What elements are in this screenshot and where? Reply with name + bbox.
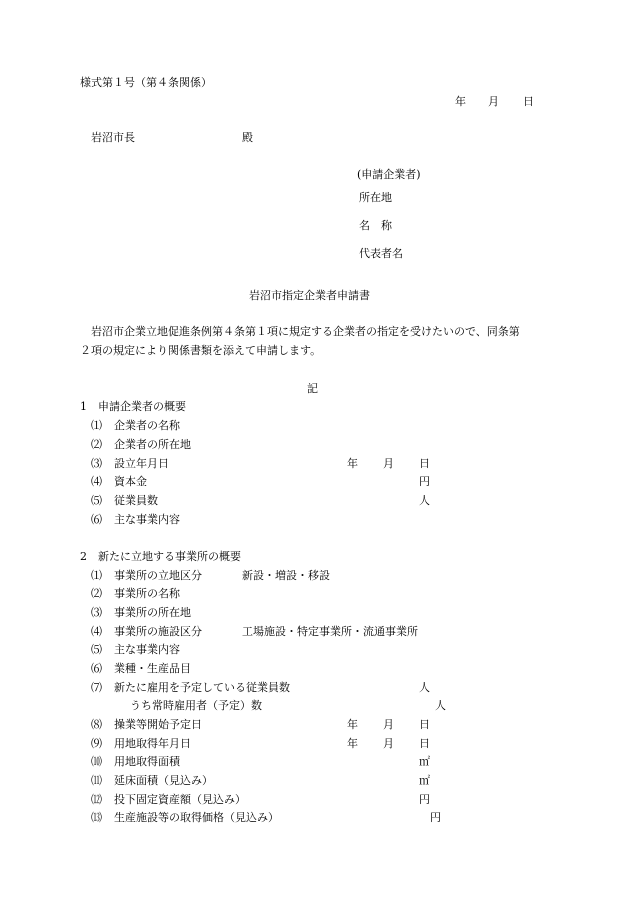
day-label: 日: [419, 457, 430, 470]
unit-label: ㎡: [419, 755, 430, 768]
month-label: 月: [383, 737, 394, 750]
section2-item-no: ⑴: [91, 569, 102, 582]
section2-item-label: 用地取得面積: [114, 755, 180, 768]
ki-mark: 記: [307, 382, 318, 395]
section2-item-options: 工場施設・特定事業所・流通事業所: [242, 625, 418, 638]
section1-item-label: 資本金: [114, 475, 147, 488]
section2-item-no: ⑵: [91, 587, 102, 600]
unit-label: 人: [435, 699, 446, 712]
unit-label: 人: [419, 494, 430, 507]
section1-item-no: ⑹: [91, 513, 102, 526]
day-label: 日: [419, 718, 430, 731]
year-label: 年: [347, 737, 358, 750]
date-year-label: 年: [455, 95, 466, 108]
section1-item-no: ⑶: [91, 457, 102, 470]
section1-item-label: 従業員数: [114, 494, 158, 507]
applicant-name-label: 名 称: [359, 219, 392, 232]
section2-item-label: 用地取得年月日: [114, 737, 191, 750]
unit-label: 人: [419, 681, 430, 694]
addressee-name: 岩沼市長: [91, 131, 135, 144]
addressee-honorific: 殿: [242, 131, 253, 144]
applicant-representative-label: 代表者名: [359, 247, 403, 260]
date-day-label: 日: [523, 95, 534, 108]
section2-item-options: 新設・増設・移設: [242, 569, 330, 582]
year-label: 年: [347, 457, 358, 470]
month-label: 月: [383, 718, 394, 731]
body-line-1: 岩沼市企業立地促進条例第４条第１項に規定する企業者の指定を受けたいので、同条第: [91, 325, 520, 338]
section2-item-label: 事業所の所在地: [114, 606, 191, 619]
section1-item-label: 主な事業内容: [114, 513, 180, 526]
section2-item-label: 主な事業内容: [114, 643, 180, 656]
unit-label: 円: [419, 475, 430, 488]
section2-item-no: ⑻: [91, 718, 102, 731]
section2-item-no: ⑹: [91, 662, 102, 675]
section1-heading: 1 申請企業者の概要: [80, 400, 186, 413]
unit-label: 円: [430, 811, 441, 824]
section2-subitem-label: うち常時雇用者（予定）数: [130, 699, 262, 712]
section2-item-no: ⑸: [91, 643, 102, 656]
unit-label: ㎡: [419, 774, 430, 787]
section2-item-no: ⑾: [91, 774, 102, 787]
section2-item-label: 投下固定資産額（見込み）: [114, 793, 246, 806]
section2-item-label: 延床面積（見込み）: [114, 774, 213, 787]
section2-item-no: ⑼: [91, 737, 102, 750]
section2-item-label: 事業所の名称: [114, 587, 180, 600]
section2-item-label: 新たに雇用を予定している従業員数: [114, 681, 290, 694]
section2-item-no: ⑽: [91, 755, 102, 768]
applicant-heading: (申請企業者): [357, 168, 421, 181]
applicant-address-label: 所在地: [359, 191, 392, 204]
unit-label: 円: [419, 793, 430, 806]
section2-item-label: 生産施設等の取得価格（見込み）: [114, 811, 279, 824]
section2-item-no: ⑶: [91, 606, 102, 619]
section1-item-label: 企業者の所在地: [114, 438, 191, 451]
section1-item-no: ⑸: [91, 494, 102, 507]
section1-item-no: ⑷: [91, 475, 102, 488]
section1-item-no: ⑵: [91, 438, 102, 451]
body-line-2: ２項の規定により関係書類を添えて申請します。: [80, 344, 322, 357]
section2-item-label: 操業等開始予定日: [114, 718, 202, 731]
section2-item-no: ⑺: [91, 681, 102, 694]
section2-heading: 2 新たに立地する事業所の概要: [80, 550, 241, 563]
form-number: 様式第１号（第４条関係）: [80, 76, 212, 89]
document-title: 岩沼市指定企業者申請書: [249, 289, 370, 302]
section1-item-label: 設立年月日: [114, 457, 169, 470]
year-label: 年: [347, 718, 358, 731]
section2-item-label: 業種・生産品目: [114, 662, 191, 675]
section2-item-no: ⒀: [91, 811, 102, 824]
section1-item-label: 企業者の名称: [114, 419, 180, 432]
month-label: 月: [383, 457, 394, 470]
section1-item-no: ⑴: [91, 419, 102, 432]
date-month-label: 月: [488, 95, 499, 108]
section2-item-label: 事業所の立地区分: [114, 569, 202, 582]
day-label: 日: [419, 737, 430, 750]
section2-item-no: ⑷: [91, 625, 102, 638]
section2-item-no: ⑿: [91, 793, 102, 806]
section2-item-label: 事業所の施設区分: [114, 625, 202, 638]
